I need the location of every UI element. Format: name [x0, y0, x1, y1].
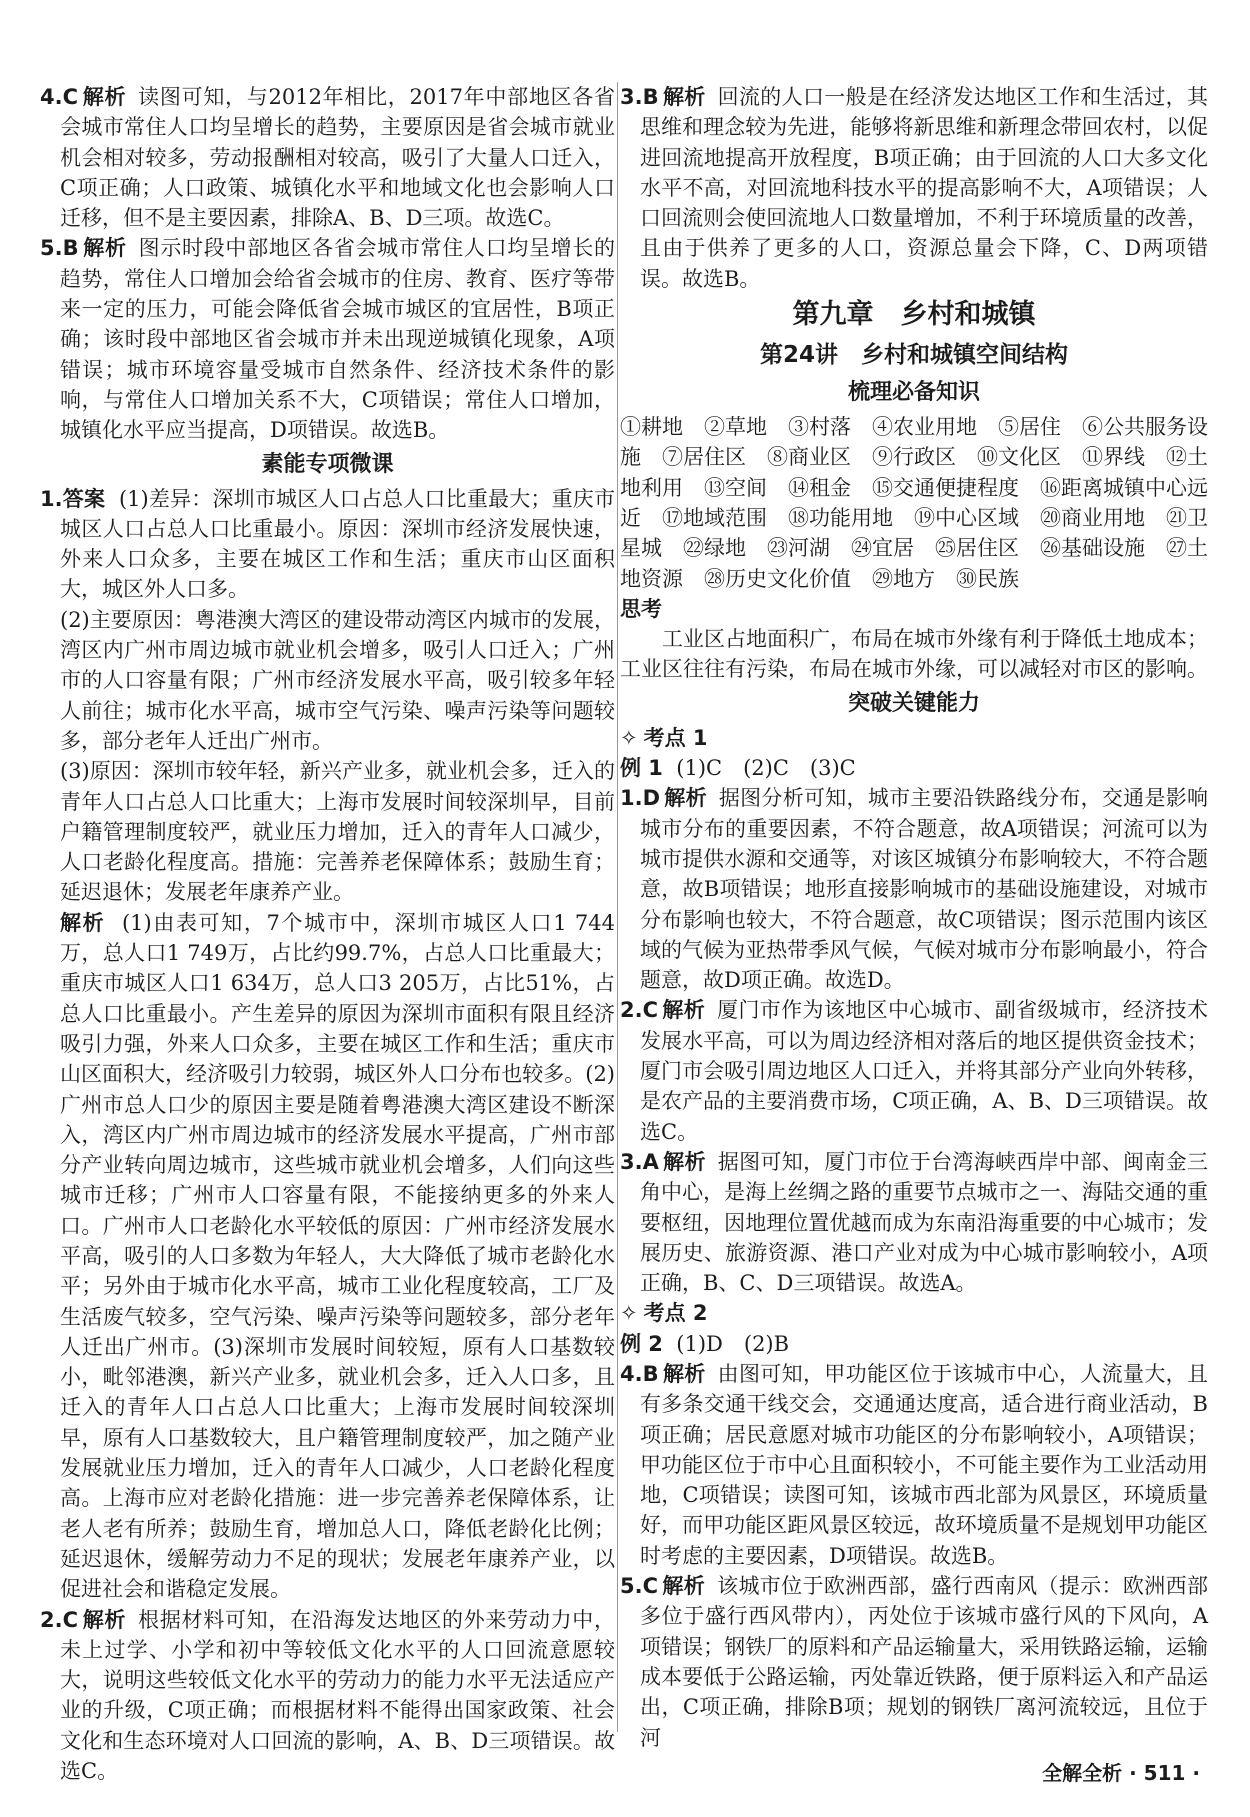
answer-5: 5.B 解析 图示时段中部地区各省会城市常住人口均呈增长的趋势，常住人口增加会给省会城市的住房、教育、医疗等带来一定的压力，可能会降低省会城市城区的宜居性，B项正确；该时段中部地区省会城市并未出现逆城镇化现象，A项错误；城市环境容量受城市自然条件、经济技术条件的影响，与常住人口增加关系不大，C项错误；常住人口增加，城镇化水平应当提高，D项错误。故选B。: [40, 236, 616, 443]
right-column: [620, 82, 1208, 1753]
knowledge-title: 梳理必备知识: [847, 380, 980, 406]
knowledge-list: ①耕地 ②草地 ③村落 ④农业用地 ⑤居住 ⑥公共服务设施 ⑦居住区 ⑧商业区 ⑨行政区 ⑩文化区 ⑪界线 ⑫土地利用 ⑬空间 ⑭租金 ⑮交通便捷程度 ⑯距离城镇中心远近 ⑰地域范围 ⑱功能用地 ⑲中心区域 ⑳商业用地 ㉑卫星城 ㉒绿地 ㉓河湖 ㉔宜居 ㉕居住区 ㉖基础设施 ㉗土地资源 ㉘历史文化价值 ㉙地方 ㉚民族: [620, 415, 1208, 591]
exercise-1-answer-2: (2)主要原因：粤港澳大湾区的建设带动湾区内城市的发展，湾区内广州市周边城市就业机会增多，吸引人口迁入；广州市的人口容量有限；广州市经济发展水平高，吸引较多年轻人前往；城市化水平高，城市空气污染、噪声污染等问题较多，部分老年人迁出广州市。: [60, 607, 615, 753]
left-column: [40, 82, 615, 1786]
exercise-1-analysis: 解析 (1)由表可知，7个城市中，深圳市城区人口1 744万，总人口1 749万，占比约99.7%，占总人口比重最大；重庆市城区人口1 634万，总人口3 205万，占比51%，占总人口比重最小。产生差异的原因为深圳市面积有限且经济吸引力强，外来人口众多，主要在城区工作和生活；重庆市山区面积大，经济吸引力较弱，城区外人口分布也较多。(2)广州市总人口少的原因主要是随着粤港澳大湾区建设不断深入，湾区内广州市周边城市的经济发展水平提高，广州市部分产业转向周边城市，这些城市就业机会增多，人们向这些城市迁移；广州市人口容量有限，不能接纳更多的外来人口。广州市人口老龄化水平较低的原因：广州市经济发展水平高，吸引的人口多数为年轻人，大大降低了城市老龄化水平；另外由于城市化水平高，城市工业化程度较高，工厂及生活废气较多，空气污染、噪声污染等问题较多，部分老年人迁出广州市。(3)深圳市发展时间较短，原有人口基数较小，毗邻港澳，新兴产业多，就业机会多，迁入人口多，且迁入的青年人口占总人口比重大；上海市发展时间较深圳早，原有人口基数较大，且户籍管理制度较严，加之随产业发展就业压力增加，迁入的青年人口减少，人口老龄化程度高。上海市应对老龄化措施：进一步完善养老保障体系，让老人老有所养；鼓励生育，增加总人口，降低老龄化比例；延迟退休，缓解劳动力不足的现状；发展老年康养产业，以促进社会和谐稳定发展。: [60, 910, 616, 1602]
example-1: 例 1 (1)C (2)C (3)C: [620, 756, 856, 781]
sparkle-icon: ✧: [620, 1301, 638, 1326]
exercise-1-answer-3: (3)原因：深圳市较年轻，新兴产业多，就业机会多，迁入的青年人口占总人口比重大；上海市发展时间较深圳早，目前户籍管理制度较严，就业压力增加，迁入的青年人口减少，人口老龄化程度高。措施：完善养老保障体系；鼓励生育；延迟退休；发展老年康养产业。: [60, 759, 615, 905]
answer-2: 2.C 解析 根据材料可知，在沿海发达地区的外来劳动力中，未上过学、小学和初中等较低文化水平的人口回流意愿较大，说明这些较低文化水平的劳动力的能力水平无法适应产业的升级，C项正确；而根据材料不能得出国家政策、社会文化和生态环境对人口回流的影响，A、B、D三项错误。故选C。: [40, 1607, 615, 1784]
section-title: 素能专项微课: [261, 451, 394, 477]
think-text: 工业区占地面积广，布局在城市外缘有利于降低土地成本；工业区往往有污染，布局在城市外缘，可以减轻对市区的影响。: [620, 627, 1208, 682]
answer-r1: 1.D 解析 据图分析可知，城市主要沿铁路线分布，交通是影响城市分布的重要因素，不符合题意，故A项错误；河流可以为城市提供水源和交通等，对该区城镇分布影响较大，不符合题意，故B项错误；地形直接影响城市的基础设施建设，对城市分布影响也较大，不符合题意，故C项错误；图示范围内该区域的气候为亚热带季风气候，气候对城市分布影响最小，符合题意，故D项正确。故选D。: [620, 786, 1209, 993]
exercise-1-answer: 1.答案 (1)差异：深圳市城区人口占总人口比重最大；重庆市城区人口占总人口比重最小。原因：深圳市经济发展快速，外来人口众多，主要在城区工作和生活；重庆市山区面积大，城区外人口多。: [40, 486, 615, 602]
answer-r5: 5.C 解析 该城市位于欧洲西部，盛行西南风（提示：欧洲西部多位于盛行西风带内），丙处位于该城市盛行风的下风向，A项错误；钢铁厂的原料和产品运输量大，采用铁路运输，运输成本要低于公路运输，丙处靠近铁路，便于原料运入和产品运出，C项正确，排除B项；规划的钢铁厂离河流较远，且位于河: [620, 1574, 1208, 1750]
kaodian-2: ✧ 考点 2: [620, 1301, 708, 1326]
answer-4: 4.C 解析 读图可知，与2012年相比，2017年中部地区各省会城市常住人口均呈增长的趋势，主要原因是省会城市就业机会相对较多，劳动报酬相对较高，吸引了大量人口迁入，C项正确；人口政策、城镇化水平和地域文化也会影响人口迁移，但不是主要因素，排除A、B、D三项。故选C。: [40, 85, 615, 231]
column-divider: [617, 82, 618, 1732]
page-number: 全解全析 · 511 ·: [1042, 1761, 1200, 1785]
lesson-title: 第24讲 乡村和城镇空间结构: [759, 342, 1068, 369]
answer-r2: 2.C 解析 厦门市作为该地区中心城市、副省级城市，经济技术发展水平高，可以为周边经济相对落后的地区提供资金技术；厦门市会吸引周边地区人口迁入，并将其部分产业向外转移，是农产品的主要消费市场，C项正确，A、B、D三项错误。故选C。: [620, 998, 1208, 1144]
kaodian-1: ✧ 考点 1: [620, 725, 708, 750]
think-label: 思考: [620, 596, 662, 621]
chapter-title: 第九章 乡村和城镇: [792, 299, 1036, 331]
example-2: 例 2 (1)D (2)B: [620, 1331, 790, 1356]
answer-r4: 4.B 解析 由图可知，甲功能区位于该城市中心，人流量大，且有多条交通干线交会，交通通达度高，适合进行商业活动，B项正确；居民意愿对城市功能区的分布影响较小，A项错误；甲功能区位于市中心且面积较小，不可能主要作为工业活动用地，C项错误；读图可知，该城市西北部为风景区，环境质量好，而甲功能区距风景区较远，故环境质量不是规划甲功能区时考虑的主要因素，D项错误。故选B。: [620, 1361, 1209, 1568]
answer-3: 3.B 解析 回流的人口一般是在经济发达地区工作和生活过，其思维和理念较为先进，能够将新思维和新理念带回农村，以促进回流地提高开放程度，B项正确；由于回流的人口大多文化水平不高，对回流地科技水平的提高影响不大，A项错误；人口回流则会使回流地人口数量增加，不利于环境质量的改善，且由于供养了更多的人口，资源总量会下降，C、D两项错误。故选B。: [620, 85, 1209, 291]
ability-title: 突破关键能力: [847, 690, 980, 716]
sparkle-icon: ✧: [620, 725, 638, 750]
answer-r3: 3.A 解析 据图可知，厦门市位于台湾海峡西岸中部、闽南金三角中心，是海上丝绸之路的重要节点城市之一、海陆交通的重要枢纽，因地理位置优越而成为东南沿海重要的中心城市；发展历史、旅游资源、港口产业对成为中心城市影响较小，A项正确，B、C、D三项错误。故选A。: [620, 1149, 1209, 1296]
